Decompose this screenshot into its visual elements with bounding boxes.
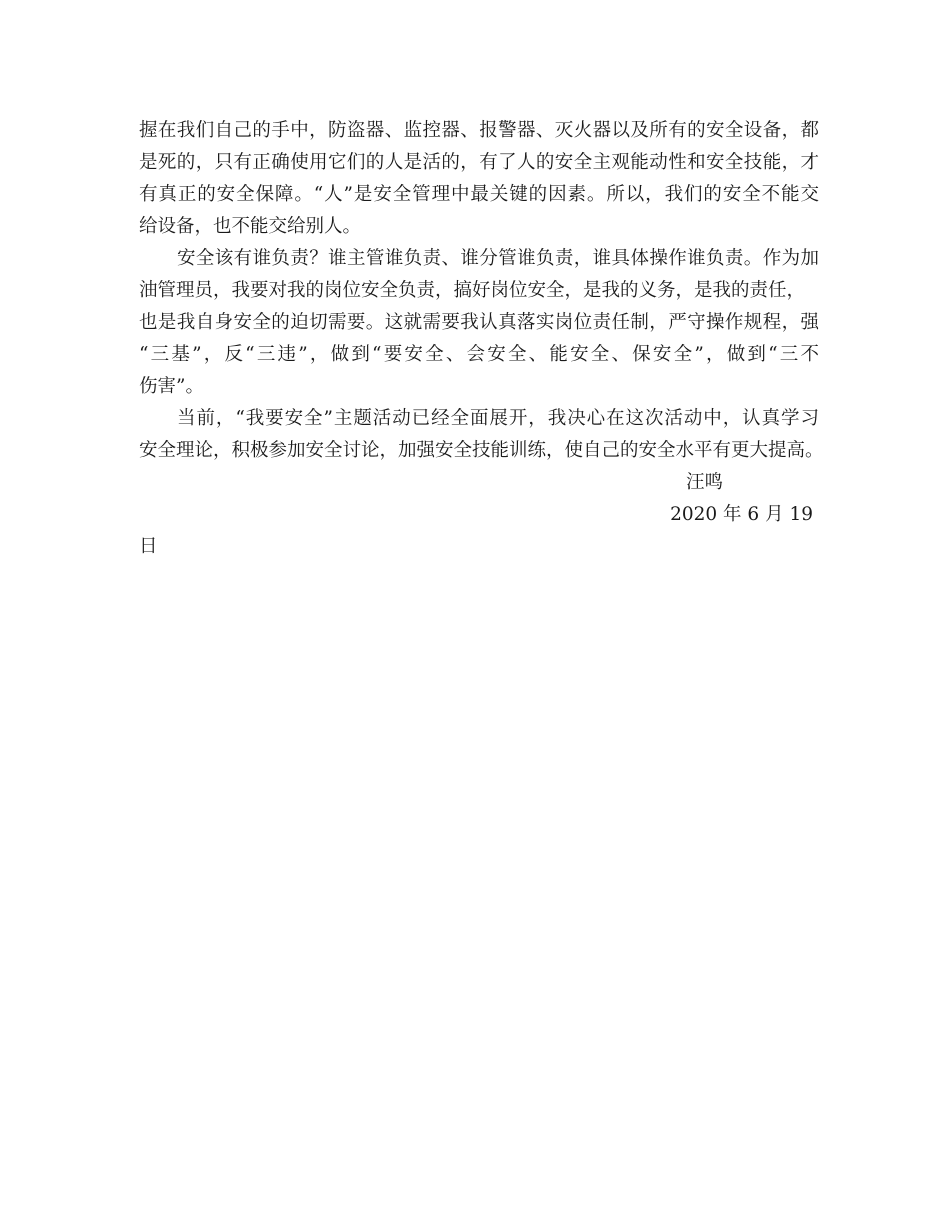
signature-name: 汪鸣: [685, 472, 723, 493]
paragraph-line: “三基”，反“三违”，做到“要安全、会安全、能安全、保安全”，做到“三不: [139, 344, 819, 365]
signature-date-wrap: 日: [139, 536, 158, 557]
paragraph-line: 握在我们自己的手中，防盗器、监控器、报警器、灭火器以及所有的安全设备，都: [139, 120, 819, 141]
paragraph-line: 伤害”。: [139, 376, 204, 397]
paragraph-line: 有真正的安全保障。“人”是安全管理中最关键的因素。所以，我们的安全不能交: [139, 184, 819, 205]
signature-date: 2020 年 6 月 19: [670, 504, 813, 525]
paragraph-line: 安全该有谁负责？谁主管谁负责、谁分管谁负责，谁具体操作谁负责。作为加: [177, 248, 819, 269]
paragraph-line: 安全理论，积极参加安全讨论，加强安全技能训练，使自己的安全水平有更大提高。: [139, 440, 824, 461]
document-body: [139, 115, 824, 563]
paragraph-line: 给设备，也不能交给别人。: [139, 216, 362, 237]
paragraph-line: 当前，“我要安全”主题活动已经全面展开，我决心在这次活动中，认真学习: [177, 408, 819, 429]
paragraph-line: 是死的，只有正确使用它们的人是活的，有了人的安全主观能动性和安全技能，才: [139, 152, 819, 173]
paragraph-line: 也是我自身安全的迫切需要。这就需要我认真落实岗位责任制，严守操作规程，强: [139, 312, 819, 333]
paragraph-line: 油管理员，我要对我的岗位安全负责，搞好岗位安全，是我的义务，是我的责任，: [139, 280, 806, 301]
